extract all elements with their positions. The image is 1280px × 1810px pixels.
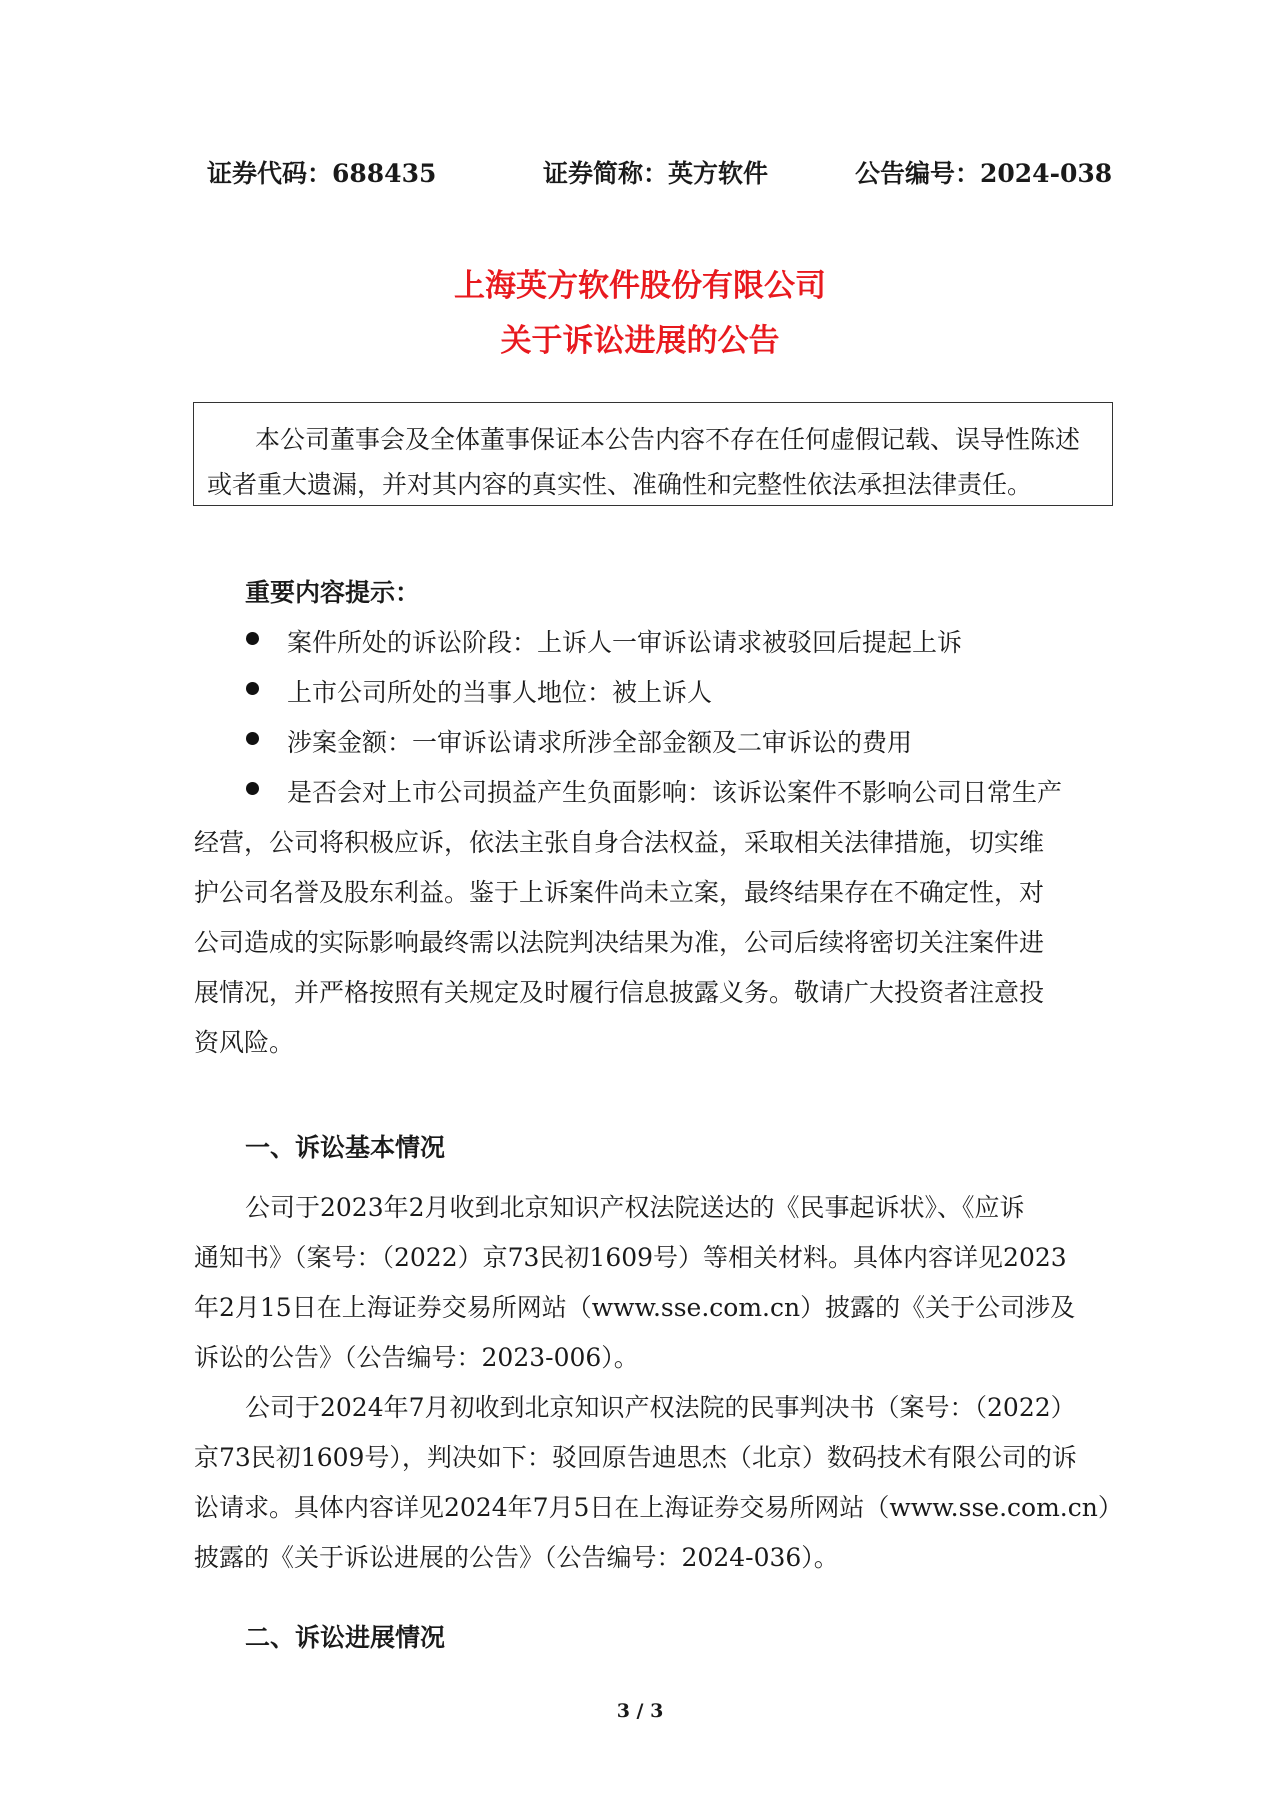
- statement-line: 本公司董事会及全体董事保证本公告内容不存在任何虚假记载、误导性陈述: [255, 425, 1081, 454]
- highlight-item: 是否会对上市公司损益产生负面影响：该诉讼案件不影响公司日常生产: [287, 778, 1063, 807]
- paragraph-line: 诉讼的公告》（公告编号：2023-006）。: [194, 1343, 639, 1372]
- highlights-heading: 重要内容提示：: [245, 578, 421, 607]
- highlight-item: 涉案金额：一审诉讼请求所涉全部金额及二审诉讼的费用: [287, 728, 913, 757]
- statement-line: 或者重大遗漏，并对其内容的真实性、准确性和完整性依法承担法律责任。: [207, 470, 1033, 499]
- paragraph-line: 公司于2024年7月初收到北京知识产权法院的民事判决书（案号：（2022）: [245, 1393, 1076, 1422]
- section-heading: 一、诉讼基本情况: [245, 1133, 446, 1162]
- highlight-continuation: 展情况，并严格按照有关规定及时履行信息披露义务。敬请广大投资者注意投: [194, 978, 1045, 1007]
- announcement-title: 关于诉讼进展的公告: [500, 323, 780, 359]
- bullet-icon: [246, 632, 259, 645]
- highlight-continuation: 护公司名誉及股东利益。鉴于上诉案件尚未立案，最终结果存在不确定性，对: [194, 878, 1045, 907]
- highlight-continuation: 公司造成的实际影响最终需以法院判决结果为准，公司后续将密切关注案件进: [194, 928, 1045, 957]
- highlight-item: 上市公司所处的当事人地位：被上诉人: [287, 678, 713, 707]
- bullet-icon: [246, 682, 259, 695]
- paragraph-line: 年2月15日在上海证券交易所网站（www.sse.com.cn）披露的《关于公司涉及: [194, 1293, 1076, 1322]
- highlight-item: 案件所处的诉讼阶段：上诉人一审诉讼请求被驳回后提起上诉: [287, 628, 963, 657]
- security-short-name: 证券简称：英方软件: [543, 159, 769, 188]
- company-title: 上海英方软件股份有限公司: [454, 268, 826, 304]
- security-code: 证券代码：688435: [207, 159, 437, 188]
- bullet-icon: [246, 782, 259, 795]
- paragraph-line: 通知书》（案号：（2022）京73民初1609号）等相关材料。具体内容详见2023: [194, 1243, 1067, 1272]
- highlight-continuation: 资风险。: [194, 1028, 295, 1057]
- paragraph-line: 京73民初1609号），判决如下：驳回原告迪思杰（北京）数码技术有限公司的诉: [194, 1443, 1077, 1472]
- paragraph-line: 公司于2023年2月收到北京知识产权法院送达的《民事起诉状》、《应诉: [245, 1193, 1025, 1222]
- paragraph-line: 讼请求。具体内容详见2024年7月5日在上海证券交易所网站（www.sse.com.cn）: [194, 1493, 1123, 1522]
- paragraph-line: 披露的《关于诉讼进展的公告》（公告编号：2024-036）。: [194, 1543, 839, 1572]
- bullet-icon: [246, 732, 259, 745]
- page-number: 3 / 3: [616, 1700, 664, 1722]
- highlight-continuation: 经营，公司将积极应诉，依法主张自身合法权益，采取相关法律措施，切实维: [194, 828, 1045, 857]
- section-heading: 二、诉讼进展情况: [245, 1623, 446, 1652]
- notice-number: 公告编号：2024-038: [855, 159, 1113, 188]
